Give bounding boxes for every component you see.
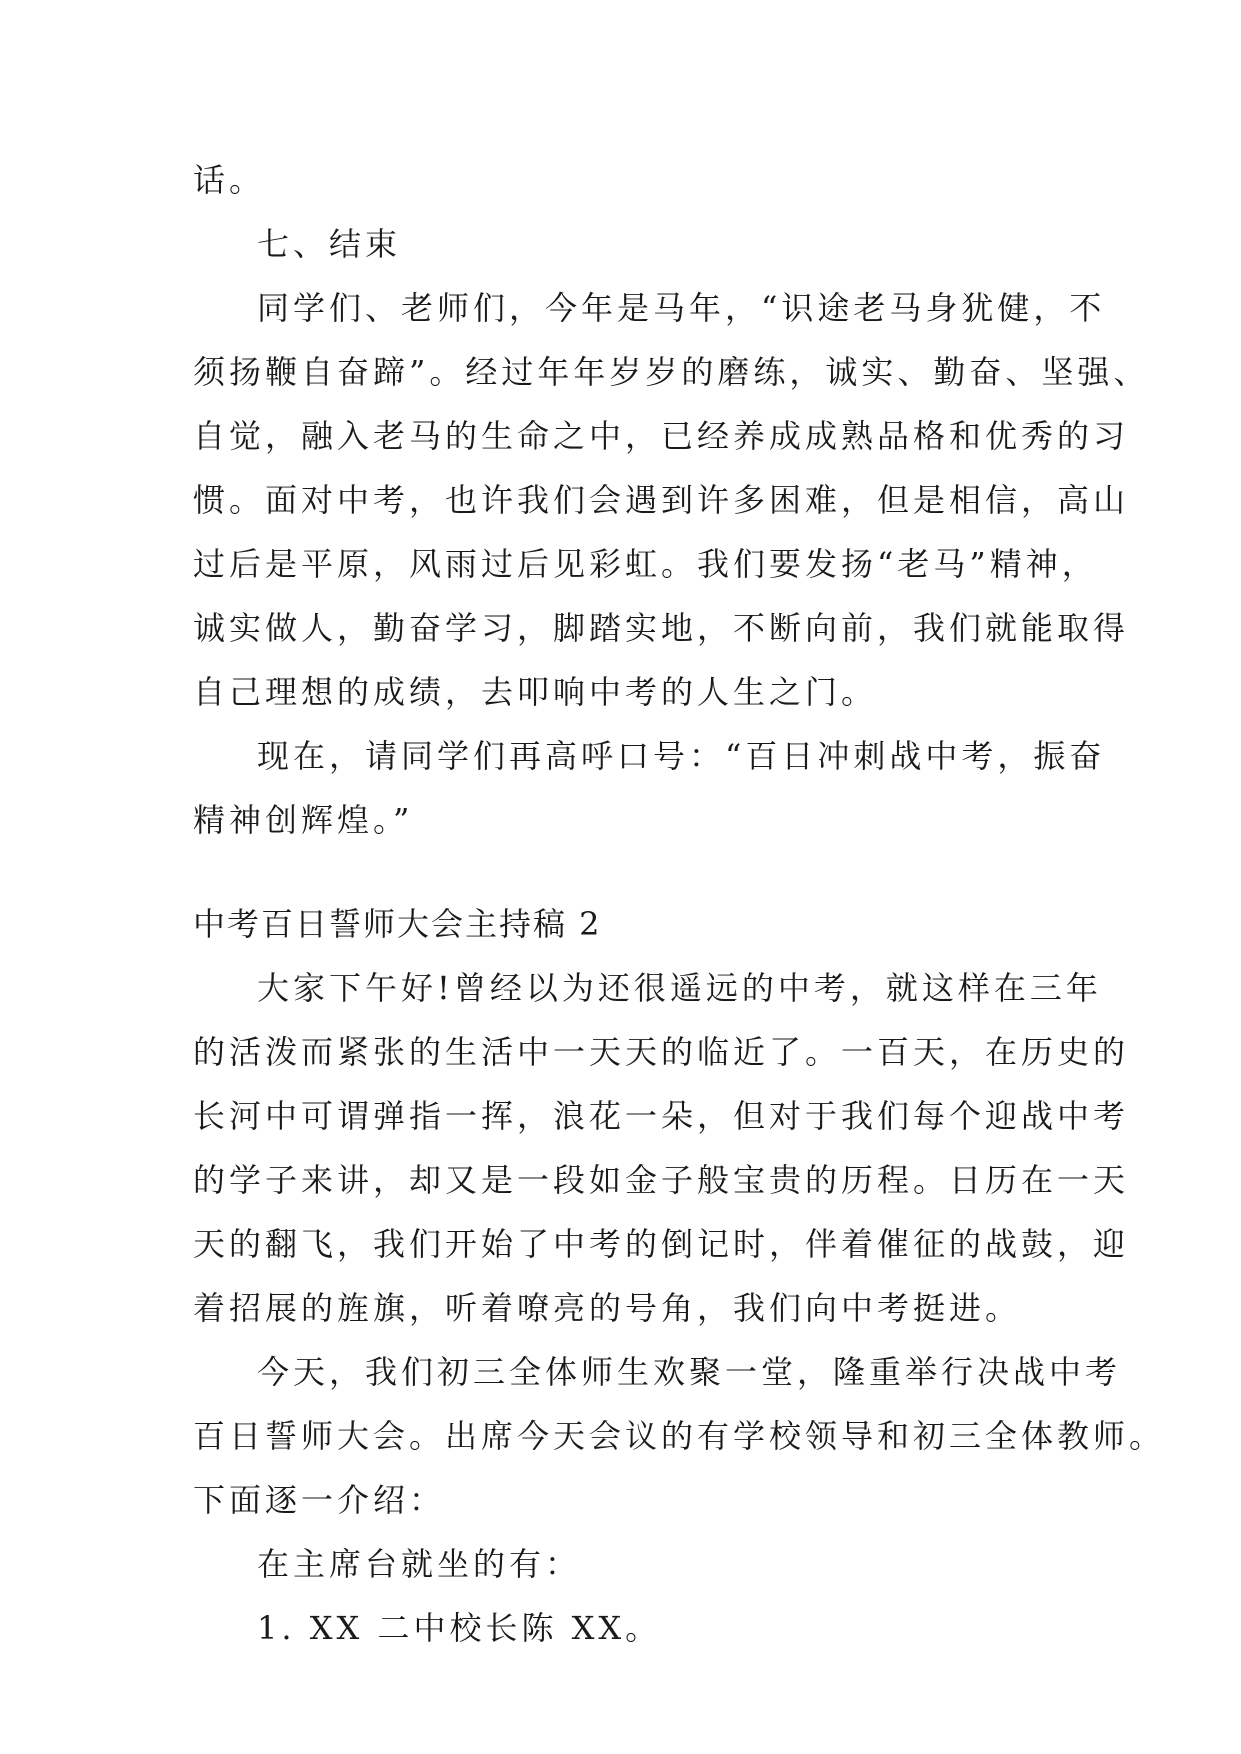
text-line: 自己理想的成绩，去叩响中考的人生之门。: [193, 673, 878, 711]
text-line: 在主席台就坐的有：: [257, 1545, 582, 1583]
text-line: 精神创辉煌。”: [193, 801, 414, 839]
list-item: 1. XX 二中校长陈 XX。: [257, 1609, 662, 1647]
text-line: 话。: [193, 161, 266, 199]
document-title: 中考百日誓师大会主持稿 2: [193, 905, 602, 943]
text-line: 今天，我们初三全体师生欢聚一堂，隆重举行决战中考: [257, 1353, 1122, 1391]
text-line: 大家下午好!曾经以为还很遥远的中考，就这样在三年: [257, 969, 1102, 1007]
section-heading: 七、结束: [257, 225, 402, 263]
text-line: 的活泼而紧张的生活中一天天的临近了。一百天，在历史的: [193, 1033, 1130, 1071]
text-line: 同学们、老师们，今年是马年，“识途老马身犹健，不: [257, 289, 1106, 327]
text-line: 长河中可谓弹指一挥，浪花一朵，但对于我们每个迎战中考: [193, 1097, 1130, 1135]
text-line: 惯。面对中考，也许我们会遇到许多困难，但是相信，高山: [193, 481, 1130, 519]
text-line: 过后是平原，风雨过后见彩虹。我们要发扬“老马”精神，: [193, 545, 1098, 583]
text-line: 天的翻飞，我们开始了中考的倒记时，伴着催征的战鼓，迎: [193, 1225, 1130, 1263]
text-line: 下面逐一介绍：: [193, 1481, 446, 1519]
text-line: 着招展的旌旗，听着嘹亮的号角，我们向中考挺进。: [193, 1289, 1022, 1327]
text-line: 须扬鞭自奋蹄”。经过年年岁岁的磨练，诚实、勤奋、坚强、: [193, 353, 1150, 391]
text-line: 诚实做人，勤奋学习，脚踏实地，不断向前，我们就能取得: [193, 609, 1130, 647]
text-line: 的学子来讲，却又是一段如金子般宝贵的历程。日历在一天: [193, 1161, 1130, 1199]
text-line: 自觉，融入老马的生命之中，已经养成成熟品格和优秀的习: [193, 417, 1130, 455]
text-line: 现在，请同学们再高呼口号：“百日冲刺战中考，振奋: [257, 737, 1106, 775]
text-line: 百日誓师大会。出席今天会议的有学校领导和初三全体教师。: [193, 1417, 1166, 1455]
